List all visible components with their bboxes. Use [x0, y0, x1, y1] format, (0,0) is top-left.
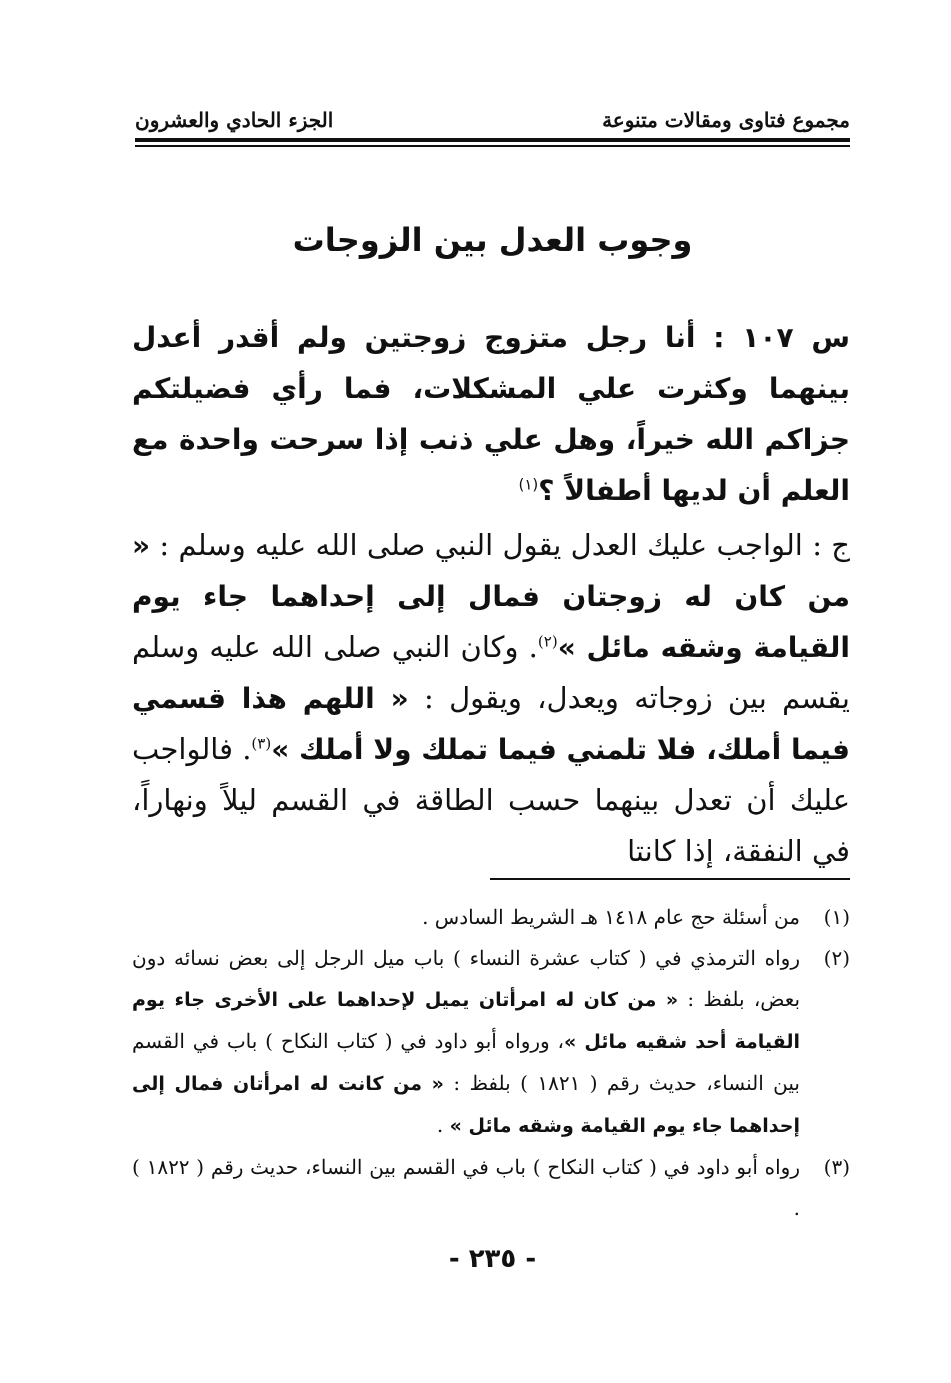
running-header: [135, 98, 850, 132]
book-title: مجموع فتاوى ومقالات متنوعة: [602, 108, 850, 132]
footnote-text: [132, 938, 800, 1147]
article-title: وجوب العدل بين الزوجات: [292, 221, 693, 259]
footnote-3: [132, 1147, 850, 1229]
question-footnote-ref: (١): [518, 475, 539, 494]
footnote-text-part: .: [436, 1113, 450, 1137]
footnote-separator: [490, 878, 850, 880]
footnote-text-part: رواه الترمذي في ( كتاب عشرة النساء ) باب ميل الرجل إلى بعض نسائه دون بعض، بلفظ :: [132, 946, 801, 1011]
header-rule-thin: [135, 145, 850, 147]
footnote-2: [132, 938, 850, 1147]
footnote-text-part: ، ورواه أبو داود في ( كتاب النكاح ) باب في القسم بين النساء، حديث رقم ( ١٨٢١ ) بلفظ :: [132, 1029, 800, 1095]
footnotes: [132, 897, 850, 1229]
footnote-marker: (٢): [823, 946, 850, 970]
volume-label: الجزء الحادي والعشرون: [135, 108, 334, 132]
hadith-quote-2: « اللهم هذا قسمي فيما أملك، فلا تلمني فيما تملك ولا أملك »: [132, 682, 850, 766]
footnote-ref-3: (٣): [251, 734, 272, 753]
question-number: س ١٠٧ :: [713, 321, 851, 354]
answer-paragraph: [132, 520, 850, 877]
footnote-quote: « من كان له امرأتان يميل لإحداهما على الأخرى جاء يوم القيامة أحد شقيه مائل »: [132, 989, 800, 1053]
footnote-text: من أسئلة حج عام ١٤١٨ هـ الشريط السادس .: [422, 905, 800, 929]
footnote-ref-2: (٢): [537, 632, 558, 651]
answer-end: . فالواجب عليك أن تعدل بينهما حسب الطاقة في القسم ليلاً ونهاراً، في النفقة، إذا كانتا: [132, 732, 850, 868]
footnote-marker: (٣): [823, 1155, 850, 1179]
footnote-1: [132, 897, 850, 938]
header-rule-thick: [135, 138, 850, 142]
answer-intro: ج : الواجب عليك العدل يقول النبي صلى الله عليه وسلم :: [159, 528, 850, 562]
footnote-text: رواه أبو داود في ( كتاب النكاح ) باب في القسم بين النساء، حديث رقم ( ١٨٢٢ ) .: [132, 1155, 800, 1220]
hadith-quote-1: « من كان له زوجتان فمال إلى إحداهما جاء يوم القيامة وشقه مائل »: [132, 529, 850, 664]
answer-middle: . وكان النبي صلى الله عليه وسلم يقسم بين زوجاته ويعدل، ويقول :: [132, 630, 851, 715]
page-number: - ٢٣٥ -: [448, 1244, 537, 1274]
question-paragraph: [132, 312, 850, 516]
footnote-quote: « من كانت له امرأتان فمال إلى إحداهما جاء يوم القيامة وشقه مائل »: [132, 1073, 800, 1137]
footnote-marker: (١): [823, 905, 850, 929]
question-text: أنا رجل متزوج زوجتين ولم أقدر أعدل بينهما وكثرت علي المشكلات، فما رأي فضيلتكم جزاكم الله خيراً، وهل علي ذنب إذا سرحت واحدة مع العلم أن لديها أطفالاً ؟: [132, 321, 850, 507]
